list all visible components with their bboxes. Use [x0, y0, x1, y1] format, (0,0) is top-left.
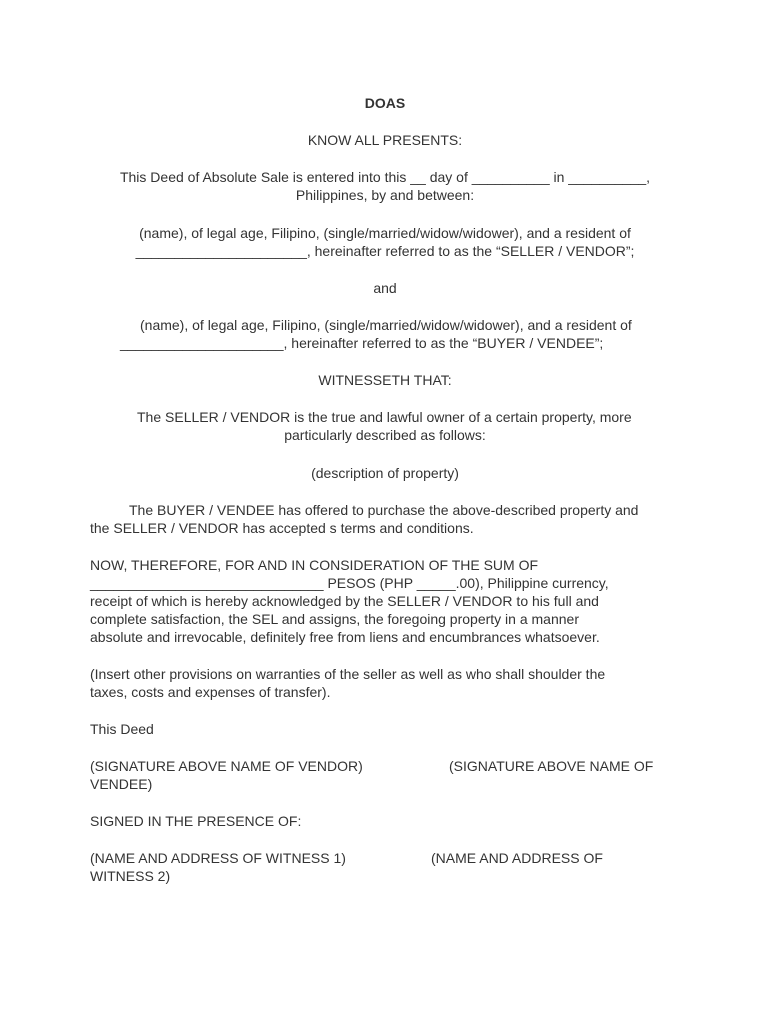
property-description: (description of property) — [311, 465, 459, 481]
intro-line-1: This Deed of Absolute Sale is entered into this __ day of __________ in __________, — [119, 169, 651, 185]
offer-line-1: The BUYER / VENDEE has offered to purchase the above-described property and — [129, 502, 639, 518]
know-all-heading: KNOW ALL PRESENTS: — [307, 132, 463, 148]
consideration-line-2: ______________________________ PESOS (PHP _____.00), Philippine currency, — [90, 575, 609, 591]
seller-line-1: (name), of legal age, Filipino, (single/married/widow/widower), and a resident of — [139, 225, 631, 241]
this-deed-text: This Deed — [90, 721, 154, 737]
owner-line-2: particularly described as follows: — [284, 427, 486, 443]
witnesseth-heading: WITNESSETH THAT: — [318, 372, 452, 388]
witness-1-label: (NAME AND ADDRESS OF WITNESS 1) — [90, 850, 346, 866]
signature-vendee-continued: VENDEE) — [90, 776, 153, 792]
buyer-line-2: _____________________, hereinafter referred to as the “BUYER / VENDEE”; — [120, 335, 604, 351]
consideration-line-4: complete satisfaction, the SEL and assigns, the foregoing property in a manner — [90, 611, 579, 627]
signature-vendee-label: (SIGNATURE ABOVE NAME OF — [449, 758, 654, 774]
provisions-line-2: taxes, costs and expenses of transfer). — [90, 684, 331, 700]
consideration-line-3: receipt of which is hereby acknowledged by the SELLER / VENDOR to his full and — [90, 593, 599, 609]
owner-line-1: The SELLER / VENDOR is the true and lawful owner of a certain property, more — [137, 409, 632, 425]
signed-presence-heading: SIGNED IN THE PRESENCE OF: — [90, 813, 302, 829]
intro-line-2: Philippines, by and between: — [295, 187, 475, 203]
witness-2-continued: WITNESS 2) — [90, 868, 171, 884]
provisions-line-1: (Insert other provisions on warranties of the seller as well as who shall shoulder the — [90, 666, 606, 682]
and-separator: and — [373, 280, 397, 296]
offer-line-2: the SELLER / VENDOR has accepted s terms and conditions. — [90, 520, 474, 536]
consideration-line-5: absolute and irrevocable, definitely free from liens and encumbrances whatsoever. — [90, 629, 600, 645]
seller-line-2: ______________________, hereinafter referred to as the “SELLER / VENDOR”; — [135, 243, 635, 259]
signature-vendor-label: (SIGNATURE ABOVE NAME OF VENDOR) — [90, 758, 363, 774]
witness-2-label: (NAME AND ADDRESS OF — [431, 850, 603, 866]
document-title: DOAS — [364, 95, 406, 111]
consideration-line-1: NOW, THEREFORE, FOR AND IN CONSIDERATION OF THE SUM OF — [90, 557, 539, 573]
buyer-line-1: (name), of legal age, Filipino, (single/married/widow/widower), and a resident of — [140, 317, 632, 333]
